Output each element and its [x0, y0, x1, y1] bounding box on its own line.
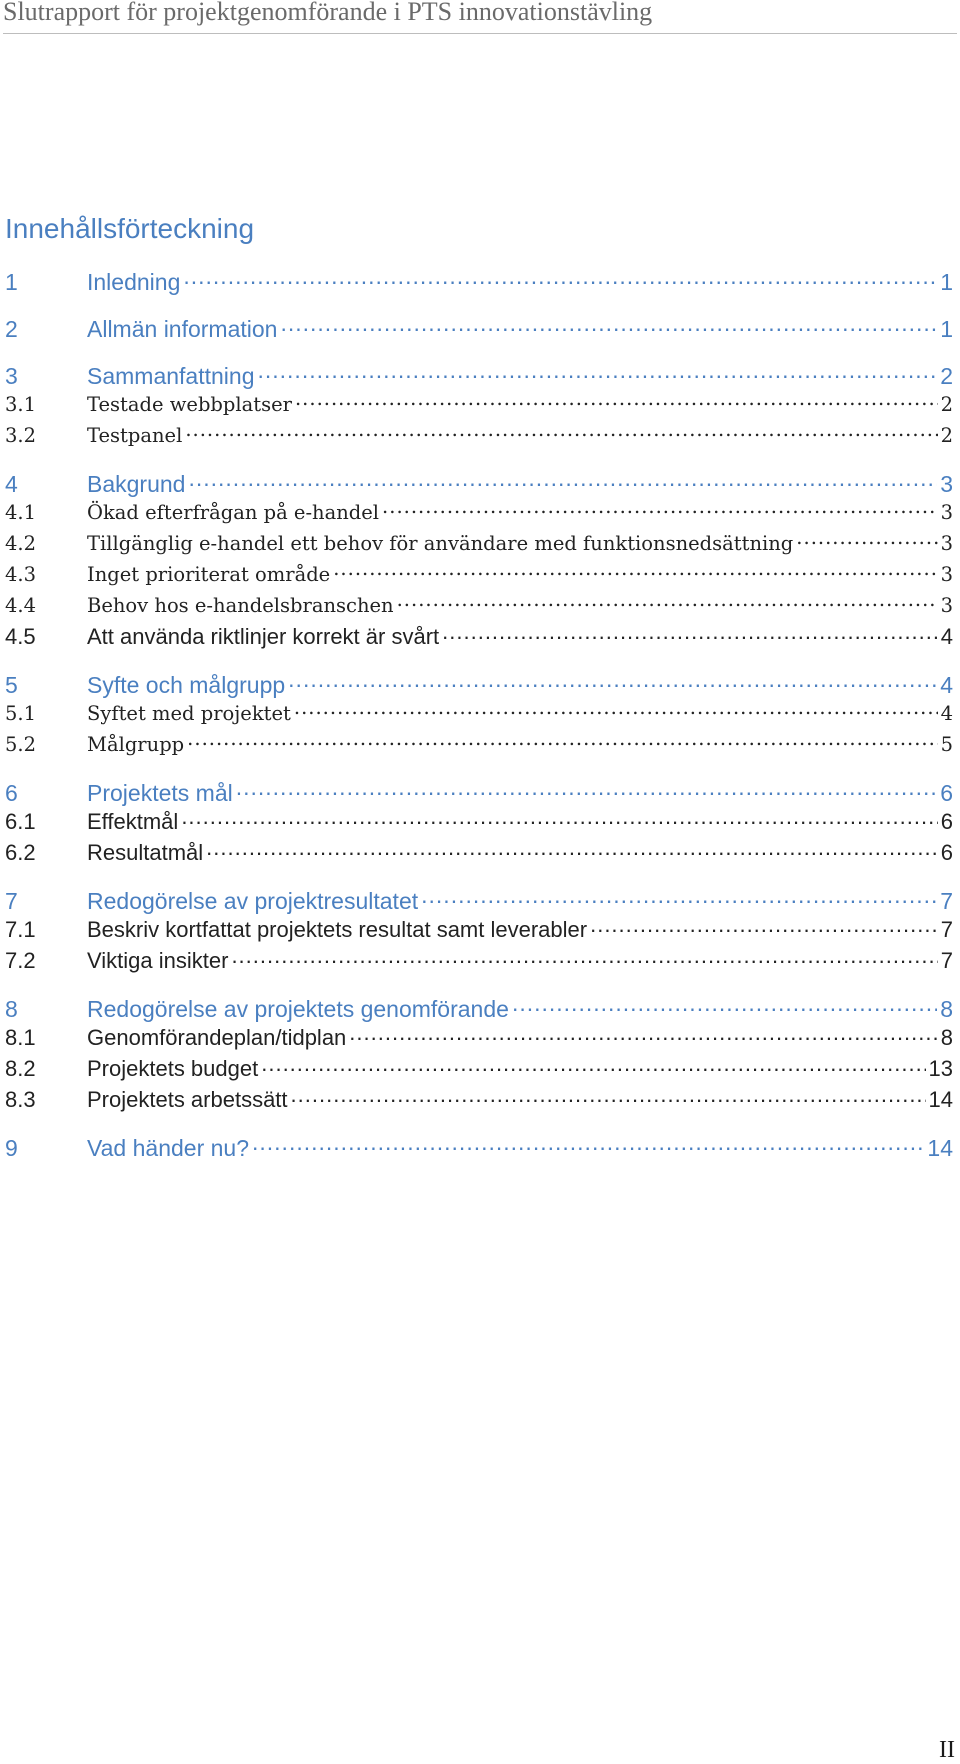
toc-entry-number: 2: [5, 316, 18, 342]
toc-entry-title[interactable]: Tillgänglig e-handel ett behov för användare med funktionsnedsättning: [87, 532, 794, 555]
toc-entry-title[interactable]: Inget prioriterat område: [87, 563, 331, 586]
toc-entry-number: 3: [5, 363, 18, 389]
toc-dot-leader: [295, 392, 938, 412]
toc-entry-number: 4.4: [5, 594, 37, 617]
toc-entry[interactable]: [5, 1085, 953, 1115]
toc-entry-title[interactable]: Projektets mål: [87, 780, 233, 806]
toc-entry-page[interactable]: 5: [940, 733, 953, 756]
toc-entry[interactable]: [5, 529, 953, 559]
toc-entry-page[interactable]: 4: [940, 624, 953, 649]
toc-entry-title[interactable]: Projektets budget: [87, 1056, 259, 1081]
toc-entry-page[interactable]: 2: [940, 393, 953, 416]
toc-entry-page[interactable]: 14: [927, 1135, 953, 1161]
toc-entry-page[interactable]: 14: [928, 1087, 953, 1112]
toc-entry[interactable]: [5, 838, 953, 868]
toc-dot-leader: [382, 500, 938, 520]
toc-entry-title[interactable]: Sammanfattning: [87, 363, 255, 389]
toc-dot-leader: [280, 314, 937, 337]
toc-entry-title[interactable]: Redogörelse av projektresultatet: [87, 888, 419, 914]
toc-entry[interactable]: [5, 1054, 953, 1084]
toc-entry-page[interactable]: 2: [940, 424, 953, 447]
toc-entry-number: 8.2: [5, 1056, 36, 1081]
toc-entry[interactable]: [5, 1023, 953, 1053]
toc-dot-leader: [294, 701, 938, 721]
toc-dot-leader: [512, 994, 937, 1017]
toc-dot-leader: [181, 807, 937, 829]
toc-entry[interactable]: [5, 776, 953, 810]
toc-dot-leader: [257, 361, 937, 384]
toc-entry-page[interactable]: 2: [940, 363, 953, 389]
toc-entry-title[interactable]: Inledning: [87, 269, 181, 295]
toc-entry-title[interactable]: Effektmål: [87, 809, 179, 834]
toc-dot-leader: [349, 1023, 937, 1045]
toc-entry-page[interactable]: 8: [940, 996, 953, 1022]
toc-entry-number: 8.3: [5, 1087, 36, 1112]
toc-entry-number: 1: [5, 269, 18, 295]
running-header: Slutrapport för projektgenomförande i PTS innovationstävling: [3, 0, 957, 34]
toc-dot-leader: [188, 469, 937, 492]
toc-entry-page[interactable]: 6: [940, 809, 953, 834]
toc-entry[interactable]: [5, 730, 953, 760]
toc-entry-number: 6.1: [5, 809, 36, 834]
toc-dot-leader: [187, 732, 937, 752]
toc-entry-number: 4: [5, 471, 18, 497]
toc-entry-page[interactable]: 7: [940, 948, 953, 973]
toc-entry-number: 7: [5, 888, 18, 914]
toc-entry-number: 5: [5, 672, 18, 698]
toc-entry-page[interactable]: 3: [940, 594, 953, 617]
toc-entry-page[interactable]: 3: [940, 501, 953, 524]
toc-entry-page[interactable]: 3: [940, 532, 953, 555]
toc-entry-number: 7.1: [5, 917, 36, 942]
toc-entry-title[interactable]: Testpanel: [87, 424, 183, 447]
toc-entry-page[interactable]: 13: [928, 1056, 953, 1081]
toc-entry-page[interactable]: 7: [940, 917, 953, 942]
toc-entry-page[interactable]: 4: [940, 702, 953, 725]
toc-dot-leader: [442, 622, 938, 644]
toc-entry-title[interactable]: Resultatmål: [87, 840, 204, 865]
toc-entry-page[interactable]: 3: [940, 471, 953, 497]
toc-entry-page[interactable]: 6: [940, 780, 953, 806]
toc-entry-title[interactable]: Bakgrund: [87, 471, 186, 497]
toc-entry-number: 6.2: [5, 840, 36, 865]
toc-entry-title[interactable]: Syfte och målgrupp: [87, 672, 286, 698]
toc-entry-title[interactable]: Vad händer nu?: [87, 1135, 249, 1161]
toc-entry-number: 9: [5, 1135, 18, 1161]
toc-dot-leader: [333, 562, 937, 582]
toc-entry-title[interactable]: Testade webbplatser: [87, 393, 292, 416]
toc-entry[interactable]: [5, 915, 953, 945]
toc-dot-leader: [231, 946, 937, 968]
toc-entry-number: 4.3: [5, 563, 37, 586]
toc-entry-page[interactable]: 1: [940, 316, 953, 342]
toc-entry[interactable]: [5, 560, 953, 590]
toc-entry-title[interactable]: Beskriv kortfattat projektets resultat samt leverabler: [87, 917, 588, 942]
toc-entry-number: 6: [5, 780, 18, 806]
toc-entry-title[interactable]: Att använda riktlinjer korrekt är svårt: [87, 624, 440, 649]
toc-entry-title[interactable]: Viktiga insikter: [87, 948, 229, 973]
toc-entry[interactable]: [5, 359, 953, 393]
toc-entry-page[interactable]: 3: [940, 563, 953, 586]
toc-dot-leader: [252, 1133, 924, 1156]
toc-entry-page[interactable]: 1: [940, 269, 953, 295]
toc-entry[interactable]: [5, 668, 953, 702]
toc-dot-leader: [261, 1054, 925, 1076]
toc-entry-number: 8: [5, 996, 18, 1022]
toc-entry-number: 5.2: [5, 733, 37, 756]
toc-entry[interactable]: [5, 807, 953, 837]
toc-entry[interactable]: [5, 467, 953, 501]
toc-dot-leader: [183, 267, 937, 290]
toc-entry-title[interactable]: Projektets arbetssätt: [87, 1087, 288, 1112]
toc-dot-leader: [397, 593, 938, 613]
toc-entry-page[interactable]: 6: [940, 840, 953, 865]
toc-dot-leader: [236, 778, 937, 801]
toc-dot-leader: [421, 886, 937, 909]
toc-entry-page[interactable]: 4: [940, 672, 953, 698]
toc-entry[interactable]: [5, 884, 953, 918]
toc-entry[interactable]: [5, 421, 953, 451]
toc-entry-number: 4.2: [5, 532, 37, 555]
toc-entry-title[interactable]: Genomförandeplan/tidplan: [87, 1025, 347, 1050]
toc-entry[interactable]: [5, 312, 953, 346]
toc-dot-leader: [206, 838, 938, 860]
page-number: II: [939, 1737, 955, 1763]
toc-entry-number: 7.2: [5, 948, 36, 973]
toc-entry[interactable]: [5, 1131, 953, 1165]
toc-entry-title[interactable]: Målgrupp: [87, 733, 185, 756]
toc-entry[interactable]: [5, 390, 953, 420]
toc-entry-page[interactable]: 8: [940, 1025, 953, 1050]
toc-entry-title[interactable]: Redogörelse av projektets genomförande: [87, 996, 509, 1022]
toc-entry-title[interactable]: Behov hos e-handelsbranschen: [87, 594, 394, 617]
toc-dot-leader: [590, 915, 938, 937]
toc-entry[interactable]: [5, 946, 953, 976]
toc-dot-leader: [291, 1085, 926, 1107]
toc-entry-number: 8.1: [5, 1025, 36, 1050]
toc-entry-title[interactable]: Syftet med projektet: [87, 702, 291, 725]
toc-entry-number: 4.1: [5, 501, 37, 524]
toc-entry[interactable]: [5, 498, 953, 528]
toc-entry-title[interactable]: Allmän information: [87, 316, 278, 342]
toc-entry-page[interactable]: 7: [940, 888, 953, 914]
toc-entry[interactable]: [5, 992, 953, 1026]
toc-entry-number: 3.1: [5, 393, 37, 416]
toc-entry-title[interactable]: Ökad efterfrågan på e-handel: [87, 501, 380, 524]
toc-dot-leader: [185, 423, 937, 443]
toc-dot-leader: [288, 670, 937, 693]
toc-entry[interactable]: [5, 622, 953, 652]
toc-entry-number: 4.5: [5, 624, 36, 649]
toc-entry[interactable]: [5, 591, 953, 621]
toc-dot-leader: [796, 531, 937, 551]
toc-entry[interactable]: [5, 699, 953, 729]
toc-entry-number: 5.1: [5, 702, 37, 725]
toc-entry-number: 3.2: [5, 424, 37, 447]
toc-heading: Innehållsförteckning: [5, 213, 255, 244]
toc-entry[interactable]: [5, 265, 953, 299]
